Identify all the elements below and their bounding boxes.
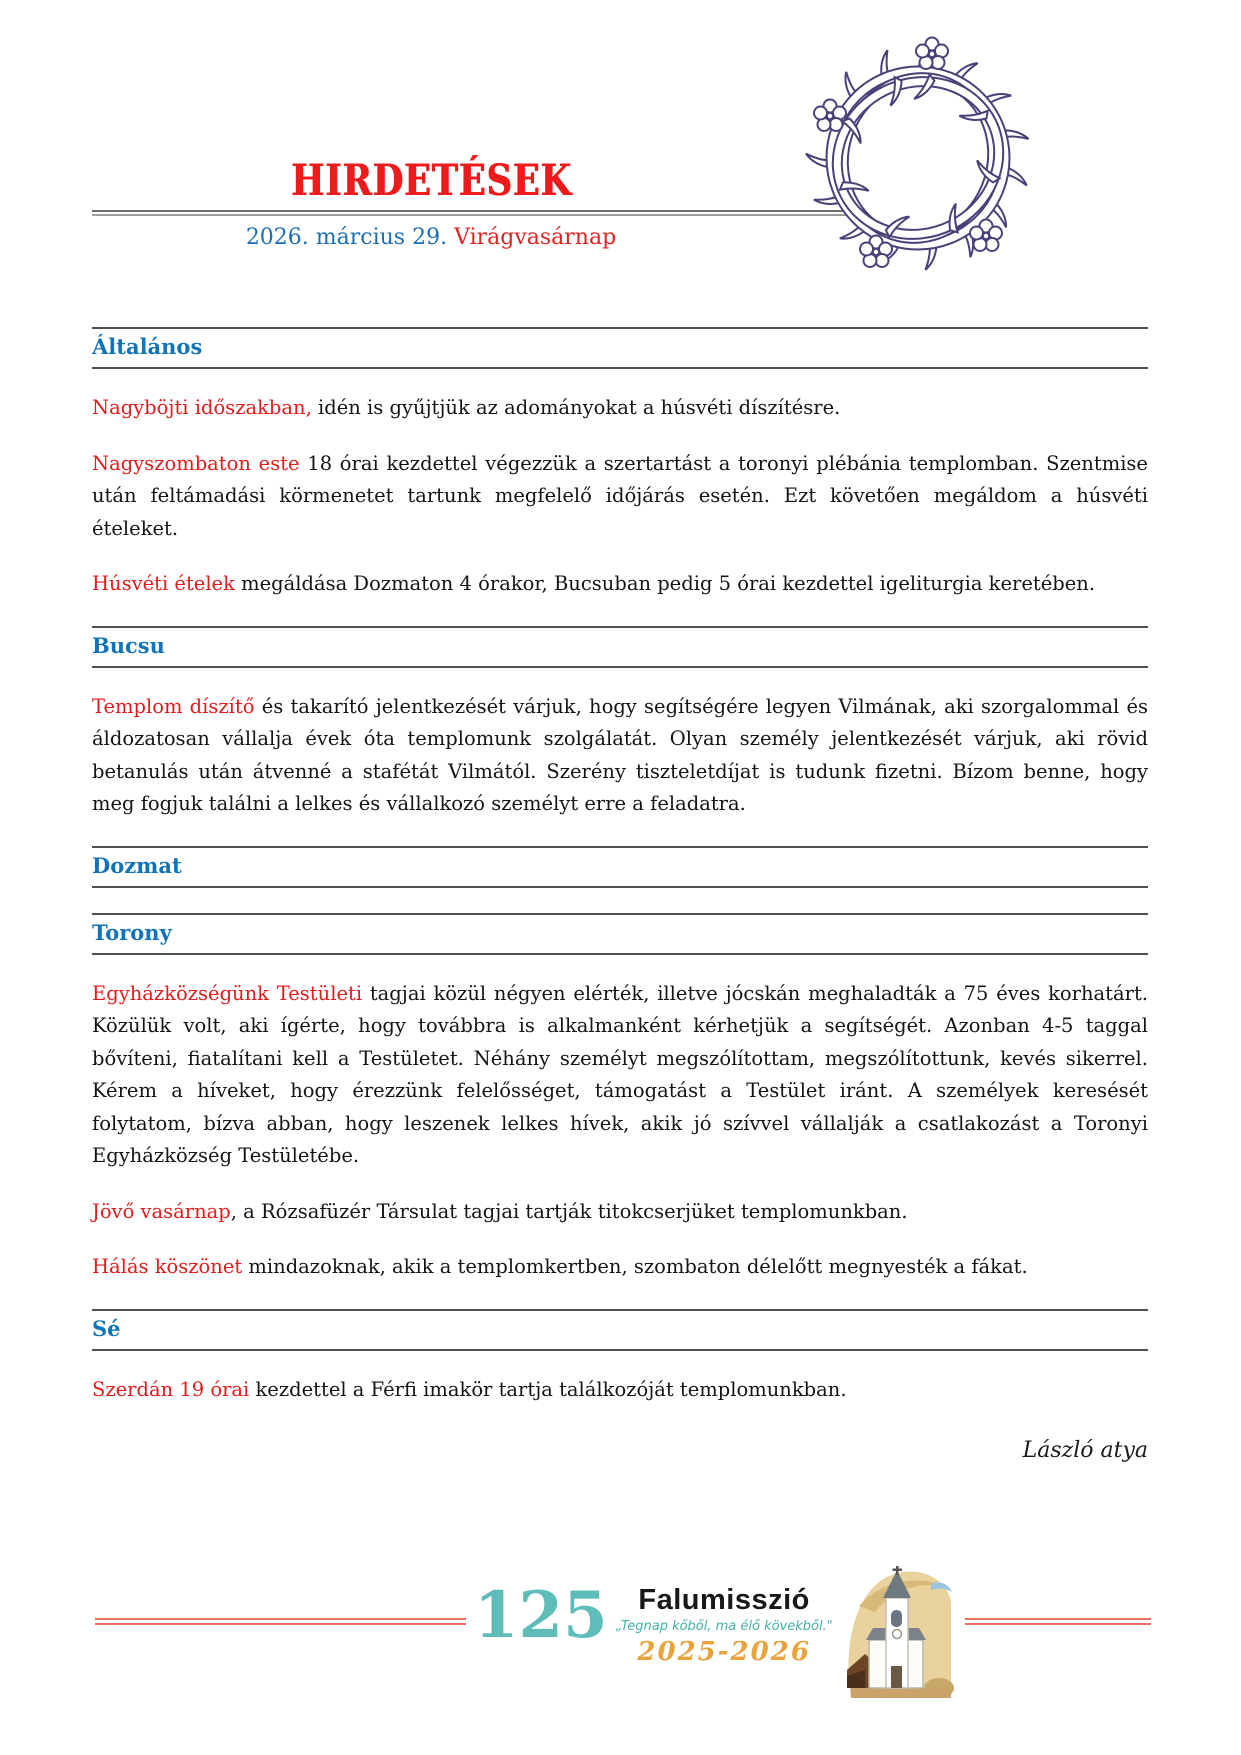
paragraph-lead: Templom díszítő	[92, 694, 255, 718]
paragraph-lead: Jövő vasárnap	[92, 1199, 231, 1223]
section-heading-torony: Torony	[92, 913, 1148, 955]
footer	[0, 1560, 1241, 1735]
paragraph-body: tagjai közül négyen elérték, illetve jócskán meghaladták a 75 éves korhatárt. Közülük volt, aki ígérte, hogy továbbra is alkalmanként kérhetjük a segítségét. Azonban 4-5 taggal bővíteni, fiatalítani kell a Testületet. Néhány személyt megszólítottam, megszólítottunk, kevés sikerrel. Kérem a híveket, hogy érezzünk felelősséget, támogatást a Testület iránt. A személyek keresését folytatom, bízva abban, hogy leszenek lelkes hívek, akik jó szívvel vállalják a csatlakozást a Toronyi Egyházközség Testületébe.	[92, 981, 1148, 1167]
paragraph	[92, 1196, 1148, 1229]
signature: László atya	[1022, 1438, 1148, 1463]
crown-of-thorns-wreath-icon	[780, 20, 1056, 296]
paragraph-body: mindazoknak, akik a templomkertben, szombaton délelőtt megnyesték a fákat.	[242, 1255, 1028, 1278]
page-title	[92, 0, 770, 205]
paragraph	[92, 691, 1148, 821]
paragraph-body: idén is gyűjtjük az adományokat a húsvéti díszítésre.	[311, 396, 841, 419]
paragraph	[92, 978, 1148, 1173]
paragraph	[92, 392, 1148, 425]
section-heading-bucsu: Bucsu	[92, 626, 1148, 668]
paragraph-body: és takarító jelentkezését várjuk, hogy segítségére legyen Vilmának, aki szorgalommal és áldozatosan vállalja évek óta templomunk szolgálatát. Olyan személy jelentkezését várjuk, aki rövid betanulás után átvenné a stafétát Vilmától. Szerény tiszteletdíjat is tudunk fizetni. Bízom benne, hogy meg fogjuk találni a lelkes és vállalkozó személyt erre a feladatra.	[92, 694, 1148, 815]
paragraph-lead: Hálás köszönet	[92, 1255, 243, 1278]
paragraph-body: , a Rózsafüzér Társulat tagjai tartják titokcserjüket templomunkban.	[230, 1199, 908, 1223]
section-heading-se: Sé	[92, 1309, 1148, 1351]
paragraph-lead: Nagyböjti időszakban,	[92, 396, 312, 419]
church-illustration	[839, 1566, 957, 1708]
logo-years: 2025-2026	[637, 1637, 811, 1667]
falumisszio-logo	[466, 1560, 965, 1708]
paragraph-lead: Nagyszombaton este	[92, 451, 300, 475]
paragraph-lead: Egyházközségünk Testületi	[92, 981, 363, 1005]
masthead	[92, 0, 1148, 302]
paragraph	[92, 448, 1148, 546]
page-title-text: HIRDETÉSEK	[290, 156, 572, 206]
logo-brand: Falumisszió	[638, 1584, 810, 1616]
logo-motto: „Tegnap kőből, ma élő kövekből."	[615, 1619, 833, 1634]
paragraph	[92, 1374, 1148, 1407]
logo-number: 125	[474, 1578, 608, 1653]
date-text: 2026. március 29.	[245, 225, 448, 251]
paragraph-lead: Húsvéti ételek	[92, 572, 235, 595]
paragraph-body: kezdettel a Férfi imakör tartja találkozóját templomunkban.	[249, 1377, 847, 1401]
paragraph-body: megáldása Dozmaton 4 órakor, Bucsuban pedig 5 órai kezdettel igeliturgia keretében.	[234, 572, 1096, 595]
paragraph-body: 18 órai kezdettel végezzük a szertartást a toronyi plébánia templomban. Szentmise után feltámadási körmenetet tartunk megfelelő időjárás esetén. Ezt követően megáldom a húsvéti ételeket.	[92, 451, 1148, 540]
paragraph	[92, 1251, 1148, 1284]
paragraph	[92, 568, 1148, 601]
title-divider	[92, 210, 858, 216]
section-heading-dozmat: Dozmat	[92, 846, 1148, 888]
paragraph-lead: Szerdán 19 órai	[92, 1377, 250, 1401]
section-heading-altalanos: Általános	[92, 327, 1148, 369]
dateline	[92, 225, 770, 250]
feast-name: Virágvasárnap	[454, 225, 617, 251]
